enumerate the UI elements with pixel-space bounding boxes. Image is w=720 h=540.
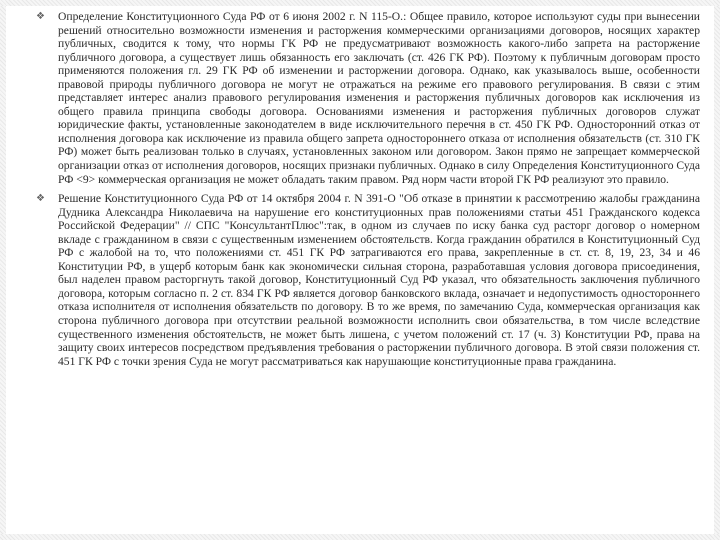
diamond-bullet-icon: ❖ bbox=[36, 193, 45, 205]
paragraph-text: Определение Конституционного Суда РФ от 6 июня 2002 г. N 115-О.: Общее правило, которое используют суды при вынесении решений относительно возможности изменения и расторжения коммерческими организациями договоров, носящих характер публичных, сводится к тому, что нормы ГК РФ не предусматривают возможность какого-либо запрета на расторжение публичного договора, а существует лишь обязанность его заключать (ст. 426 ГК РФ). Поэтому к публичным договорам просто применяются положения гл. 29 ГК РФ об изменении и расторжении договора. Однако, как указывалось выше, особенности правовой природы публичного договора не могут не отражаться на режиме его правового регулирования. В связи с этим представляет интерес анализ правового регулирования изменения и расторжения публичных договоров как исключения из общего правила принципа свободы договора. Основаниями изменения и расторжения публичных договоров служат юридические факты, установленные законодателем в виде исключительного перечня в ст. 450 ГК РФ. Односторонний отказ от исполнения договора как исключение из правила общего запрета одностороннего отказа от исполнения обязательств (ст. 310 ГК РФ) может быть реализован только в случаях, установленных законом или договором. Закон прямо не запрещает коммерческой организации отказ от исполнения договоров, носящих признаки публичных. Однако в силу Определения Конституционного Суда РФ <9> коммерческая организация не может обладать таким правом. Ряд норм части второй ГК РФ реализуют это правило. bbox=[58, 10, 700, 186]
paragraph-text: Решение Конституционного Суда РФ от 14 октября 2004 г. N 391-О "Об отказе в принятии к рассмотрению жалобы гражданина Дудника Александра Николаевича на нарушение его конституционных прав положениями статьи 451 Гражданского кодекса Российской Федерации" // СПС "КонсультантПлюс":так, в одном из случаев по иску банка суд расторг договор о номерном вкладе с гражданином в связи с существенным изменением обстоятельств. Когда гражданин обратился в Конституционный Суд РФ с жалобой на то, что положениями ст. 451 ГК РФ затрагиваются его права, закрепленные в ст. ст. 8, 19, 23, 34 и 46 Конституции РФ, в ущерб которым банк как экономически сильная сторона, разработавшая условия договора присоединения, был наделен правом расторгнуть такой договор, Конституционный Суд РФ указал, что обязательность заключения публичного договора, которым согласно п. 2 ст. 834 ГК РФ является договор банковского вклада, означает и недопустимость одностороннего отказа исполнителя от исполнения обязательств по договору. В то же время, по замечанию Суда, коммерческая организация как сторона публичного договора при отсутствии реальной возможности исполнить свои обязательства, в том числе вследствие существенного изменения обстоятельств, не может быть лишена, с учетом положений ст. 17 (ч. 3) Конституции РФ, права на защиту своих интересов посредством предъявления требования о расторжении публичного договора. В этой связи положения ст. 451 ГК РФ с точки зрения Суда не могут рассматриваться как нарушающие конституционные права гражданина. bbox=[58, 192, 700, 368]
document-body bbox=[36, 10, 700, 368]
list-item bbox=[36, 10, 700, 186]
list-item bbox=[36, 192, 700, 368]
diamond-bullet-icon: ❖ bbox=[36, 11, 45, 22]
